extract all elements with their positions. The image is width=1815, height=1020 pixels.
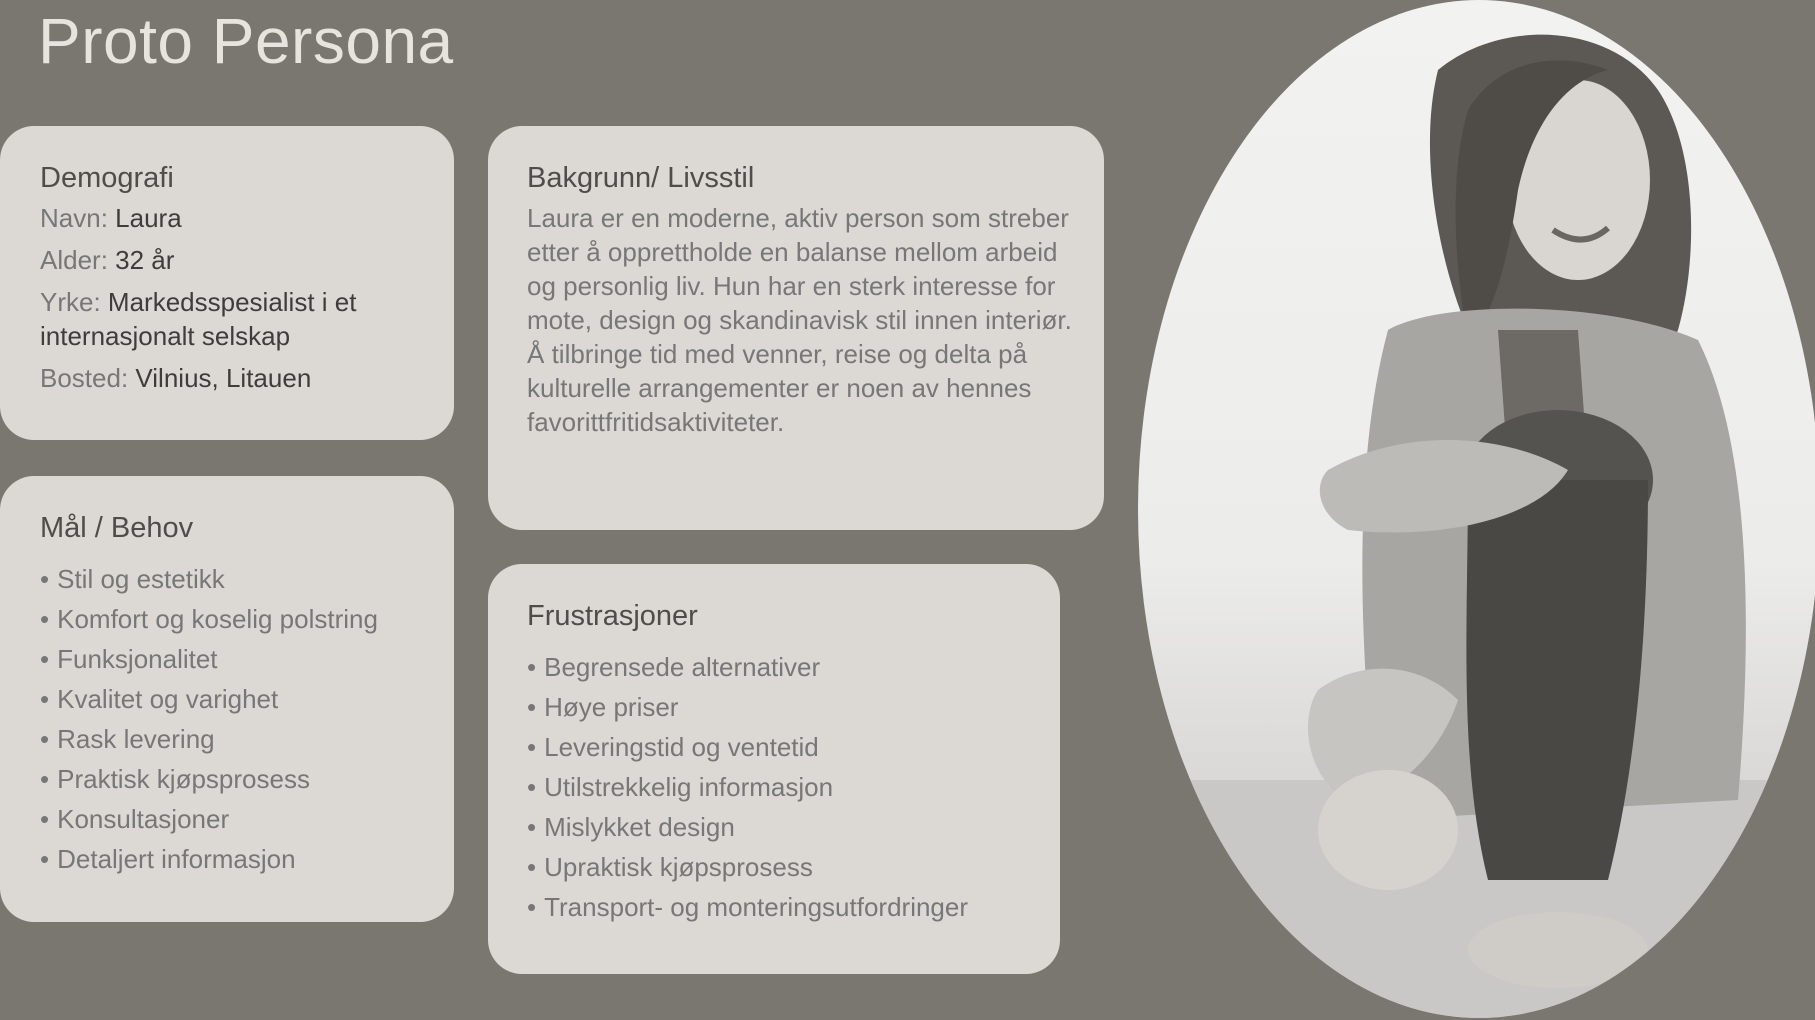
goals-list-item: • Praktisk kjøpsprosess	[40, 759, 416, 799]
background-card	[488, 126, 1104, 530]
persona-illustration	[1138, 0, 1815, 1018]
location-value: Vilnius, Litauen	[135, 363, 312, 393]
goals-list-item: • Kvalitet og varighet	[40, 679, 416, 719]
persona-photo	[1138, 0, 1815, 1018]
frustrations-list-item: • Upraktisk kjøpsprosess	[527, 847, 1030, 887]
page-title: Proto Persona	[38, 5, 454, 77]
name-label: Navn:	[40, 203, 108, 233]
age-label: Alder:	[40, 245, 108, 275]
location-label: Bosted:	[40, 363, 129, 393]
frustrations-card	[488, 564, 1060, 974]
frustrations-list-item: • Leveringstid og ventetid	[527, 727, 1030, 767]
frustrations-list-item: • Høye priser	[527, 687, 1030, 727]
frustrations-list	[527, 647, 1030, 927]
name-row	[40, 201, 416, 235]
background-heading: Bakgrunn/ Livsstil	[527, 162, 755, 194]
goals-list	[40, 559, 416, 879]
job-value: Markedsspesialist i et internasjonalt selskap	[40, 287, 357, 351]
job-row	[40, 285, 416, 353]
demographics-card	[0, 126, 454, 440]
goals-list-item: • Detaljert informasjon	[40, 839, 416, 879]
goals-heading: Mål / Behov	[40, 512, 194, 544]
goals-list-item: • Komfort og koselig polstring	[40, 599, 416, 639]
job-label: Yrke:	[40, 287, 101, 317]
goals-card	[0, 476, 454, 922]
goals-list-item: • Funksjonalitet	[40, 639, 416, 679]
goals-list-item: • Konsultasjoner	[40, 799, 416, 839]
frustrations-list-item: • Begrensede alternativer	[527, 647, 1030, 687]
frustrations-list-item: • Mislykket design	[527, 807, 1030, 847]
name-value: Laura	[115, 203, 182, 233]
demographics-heading: Demografi	[40, 162, 174, 194]
goals-list-item: • Stil og estetikk	[40, 559, 416, 599]
background-text: Laura er en moderne, aktiv person som streber etter å opprettholde en balanse mellom arbeid og personlig liv. Hun har en sterk interesse for mote, design og skandinavisk stil innen interiør. Å tilbringe tid med venner, reise og delta på kulturelle arrangementer er noen av hennes favorittfritidsaktiviteter.	[527, 203, 1072, 437]
age-value: 32 år	[115, 245, 175, 275]
frustrations-list-item: • Transport- og monteringsutfordringer	[527, 887, 1030, 927]
goals-list-item: • Rask levering	[40, 719, 416, 759]
location-row	[40, 361, 416, 395]
age-row	[40, 243, 416, 277]
frustrations-heading: Frustrasjoner	[527, 600, 698, 632]
frustrations-list-item: • Utilstrekkelig informasjon	[527, 767, 1030, 807]
